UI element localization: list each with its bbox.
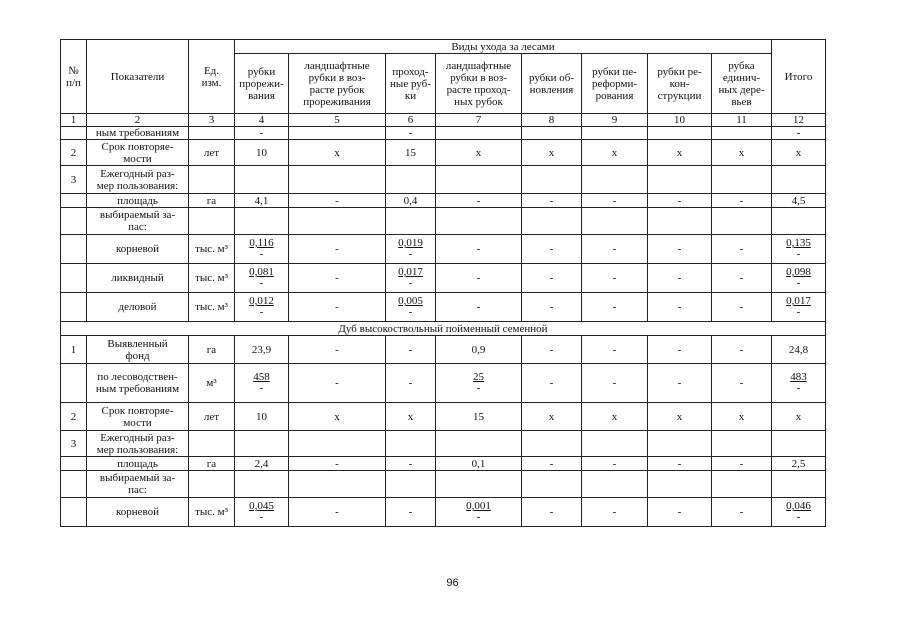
value-cell: - <box>289 194 386 208</box>
row-label: Выявленный фонд <box>87 336 189 364</box>
value-cell <box>648 208 712 235</box>
value-cell: х <box>289 403 386 431</box>
value-cell: х <box>386 403 436 431</box>
fraction-value: 0,081 - <box>249 266 274 289</box>
row-unit: тыс. м³ <box>189 293 235 322</box>
value-cell <box>436 498 522 527</box>
value-cell: х <box>712 140 772 166</box>
row-unit: лет <box>189 403 235 431</box>
table-row <box>61 166 826 194</box>
value-cell: - <box>289 498 386 527</box>
row-label: Ежегодный раз- мер пользования: <box>87 431 189 457</box>
row-unit <box>189 127 235 140</box>
fraction-value: 0,116 - <box>249 237 274 260</box>
table-row <box>61 431 826 457</box>
fraction-value: 0,005 - <box>398 295 423 318</box>
total-cell <box>772 293 826 322</box>
value-cell <box>386 264 436 293</box>
table-row <box>61 208 826 235</box>
row-label: ным требованиям <box>87 127 189 140</box>
fraction-value: 0,098 - <box>786 266 811 289</box>
value-cell <box>712 471 772 498</box>
section-row <box>61 322 826 336</box>
value-cell: - <box>582 336 648 364</box>
value-cell <box>235 293 289 322</box>
value-cell: - <box>289 364 386 403</box>
value-cell: х <box>582 403 648 431</box>
value-cell: - <box>522 364 582 403</box>
value-cell: - <box>436 235 522 264</box>
row-unit <box>189 166 235 194</box>
value-cell <box>648 431 712 457</box>
value-cell: - <box>235 127 289 140</box>
table-row <box>61 336 826 364</box>
total-cell: 24,8 <box>772 336 826 364</box>
col-header-unit: Ед. изм. <box>189 40 235 114</box>
table-row <box>61 457 826 471</box>
value-cell: - <box>712 498 772 527</box>
value-cell <box>582 208 648 235</box>
row-number <box>61 471 87 498</box>
value-cell: - <box>712 235 772 264</box>
value-cell: 0,9 <box>436 336 522 364</box>
value-cell <box>436 166 522 194</box>
value-cell: х <box>582 140 648 166</box>
value-cell: - <box>522 293 582 322</box>
value-cell: - <box>648 194 712 208</box>
table-row <box>61 127 826 140</box>
value-cell: - <box>712 364 772 403</box>
value-cell: - <box>522 336 582 364</box>
value-cell: - <box>386 498 436 527</box>
row-number <box>61 194 87 208</box>
forest-care-table <box>60 39 826 527</box>
total-cell: 4,5 <box>772 194 826 208</box>
value-cell: - <box>648 498 712 527</box>
row-number <box>61 293 87 322</box>
value-cell <box>522 471 582 498</box>
row-number: 1 <box>61 336 87 364</box>
table-row <box>61 194 826 208</box>
value-cell: - <box>386 336 436 364</box>
value-cell: - <box>648 336 712 364</box>
value-cell: - <box>582 264 648 293</box>
value-cell: - <box>648 364 712 403</box>
value-cell: х <box>648 403 712 431</box>
value-cell: 0,1 <box>436 457 522 471</box>
row-unit: га <box>189 457 235 471</box>
value-cell: х <box>522 403 582 431</box>
row-unit: тыс. м³ <box>189 264 235 293</box>
value-cell <box>582 127 648 140</box>
fraction-value: 483 - <box>790 371 807 394</box>
total-cell <box>772 431 826 457</box>
row-number <box>61 127 87 140</box>
col-header-indicators: Показатели <box>87 40 189 114</box>
column-number: 11 <box>712 114 772 127</box>
row-number <box>61 235 87 264</box>
value-cell: - <box>436 293 522 322</box>
row-label: Ежегодный раз- мер пользования: <box>87 166 189 194</box>
value-cell: 15 <box>386 140 436 166</box>
fraction-value: 0,135 - <box>786 237 811 260</box>
fraction-value: 0,017 - <box>398 266 423 289</box>
value-cell <box>289 166 386 194</box>
value-cell <box>712 208 772 235</box>
value-cell <box>235 208 289 235</box>
table-row <box>61 293 826 322</box>
value-cell: х <box>289 140 386 166</box>
total-cell <box>772 264 826 293</box>
value-cell: х <box>712 403 772 431</box>
value-cell <box>289 127 386 140</box>
table-row <box>61 264 826 293</box>
col-header-thinning: рубки прорежи- вания <box>235 54 289 114</box>
value-cell: - <box>712 194 772 208</box>
value-cell <box>235 498 289 527</box>
value-cell: - <box>582 235 648 264</box>
col-header-passage: проход- ные руб- ки <box>386 54 436 114</box>
column-number: 12 <box>772 114 826 127</box>
fraction-value: 0,001 - <box>466 500 491 523</box>
column-number: 10 <box>648 114 712 127</box>
value-cell: - <box>648 293 712 322</box>
row-label: ликвидный <box>87 264 189 293</box>
value-cell: - <box>386 457 436 471</box>
table-row <box>61 364 826 403</box>
value-cell <box>235 264 289 293</box>
total-cell: х <box>772 140 826 166</box>
col-header-reformation: рубки пе- реформи- рования <box>582 54 648 114</box>
value-cell: - <box>712 336 772 364</box>
row-label: Срок повторяе- мости <box>87 403 189 431</box>
value-cell <box>436 127 522 140</box>
total-cell: х <box>772 403 826 431</box>
value-cell: - <box>289 264 386 293</box>
value-cell <box>386 235 436 264</box>
col-group-header: Виды ухода за лесами <box>235 40 772 54</box>
col-header-renewal: рубки об- новления <box>522 54 582 114</box>
column-number: 9 <box>582 114 648 127</box>
value-cell: - <box>522 264 582 293</box>
section-title: Дуб высокоствольный пойменный семенной <box>61 322 826 336</box>
total-cell: 2,5 <box>772 457 826 471</box>
row-label: выбираемый за- пас: <box>87 208 189 235</box>
row-label: площадь <box>87 457 189 471</box>
row-label: корневой <box>87 498 189 527</box>
col-header-landscape-passage: ландшафтные рубки в воз- расте проход- ных рубок <box>436 54 522 114</box>
row-unit <box>189 431 235 457</box>
value-cell <box>289 431 386 457</box>
column-number: 4 <box>235 114 289 127</box>
row-number: 3 <box>61 166 87 194</box>
value-cell: 15 <box>436 403 522 431</box>
value-cell: - <box>522 498 582 527</box>
value-cell: - <box>436 264 522 293</box>
value-cell: 10 <box>235 403 289 431</box>
value-cell: х <box>522 140 582 166</box>
fraction-value: 458 - <box>253 371 270 394</box>
total-cell: - <box>772 127 826 140</box>
value-cell: - <box>582 194 648 208</box>
table-row <box>61 403 826 431</box>
value-cell <box>235 471 289 498</box>
value-cell <box>712 127 772 140</box>
row-number <box>61 457 87 471</box>
value-cell <box>386 293 436 322</box>
row-label: Срок повторяе- мости <box>87 140 189 166</box>
value-cell: - <box>386 127 436 140</box>
fraction-value: 25 - <box>473 371 484 394</box>
row-unit <box>189 471 235 498</box>
total-cell <box>772 498 826 527</box>
value-cell: - <box>289 457 386 471</box>
value-cell: х <box>436 140 522 166</box>
value-cell: - <box>712 457 772 471</box>
value-cell <box>582 166 648 194</box>
value-cell <box>522 127 582 140</box>
value-cell <box>648 127 712 140</box>
row-number: 3 <box>61 431 87 457</box>
value-cell <box>436 208 522 235</box>
column-number: 6 <box>386 114 436 127</box>
value-cell <box>235 235 289 264</box>
value-cell: - <box>582 293 648 322</box>
value-cell: - <box>522 194 582 208</box>
row-unit: тыс. м³ <box>189 498 235 527</box>
value-cell <box>235 166 289 194</box>
col-header-total: Итого <box>772 40 826 114</box>
column-number: 7 <box>436 114 522 127</box>
row-number: 2 <box>61 403 87 431</box>
value-cell <box>522 166 582 194</box>
table-row <box>61 498 826 527</box>
value-cell: - <box>582 364 648 403</box>
value-cell <box>712 431 772 457</box>
value-cell <box>386 208 436 235</box>
value-cell <box>582 431 648 457</box>
value-cell: - <box>648 457 712 471</box>
row-label: выбираемый за- пас: <box>87 471 189 498</box>
value-cell <box>648 166 712 194</box>
value-cell: 23,9 <box>235 336 289 364</box>
column-number: 5 <box>289 114 386 127</box>
col-header-landscape-thinning: ландшафтные рубки в воз- расте рубок прореживания <box>289 54 386 114</box>
value-cell <box>582 471 648 498</box>
row-number <box>61 364 87 403</box>
value-cell: - <box>436 194 522 208</box>
column-number: 3 <box>189 114 235 127</box>
value-cell: - <box>386 364 436 403</box>
value-cell <box>712 166 772 194</box>
value-cell: - <box>522 235 582 264</box>
value-cell <box>289 208 386 235</box>
value-cell <box>522 208 582 235</box>
page-number: 96 <box>446 577 459 589</box>
column-number: 2 <box>87 114 189 127</box>
value-cell: 0,4 <box>386 194 436 208</box>
row-number <box>61 498 87 527</box>
value-cell: - <box>289 336 386 364</box>
row-unit: лет <box>189 140 235 166</box>
value-cell: 10 <box>235 140 289 166</box>
value-cell: - <box>582 457 648 471</box>
row-unit: га <box>189 336 235 364</box>
col-header-reconstruction: рубки ре- кон- струкции <box>648 54 712 114</box>
row-label: по лесоводствен- ным требованиям <box>87 364 189 403</box>
table-row <box>61 235 826 264</box>
row-unit: м³ <box>189 364 235 403</box>
total-cell <box>772 208 826 235</box>
row-number: 2 <box>61 140 87 166</box>
row-label: площадь <box>87 194 189 208</box>
value-cell <box>522 431 582 457</box>
value-cell <box>386 166 436 194</box>
value-cell: - <box>289 235 386 264</box>
value-cell: 2,4 <box>235 457 289 471</box>
value-cell: - <box>712 293 772 322</box>
col-header-num: № п/п <box>61 40 87 114</box>
value-cell <box>235 431 289 457</box>
row-unit <box>189 208 235 235</box>
value-cell <box>386 431 436 457</box>
value-cell <box>436 364 522 403</box>
value-cell: - <box>289 293 386 322</box>
column-number: 8 <box>522 114 582 127</box>
value-cell <box>386 471 436 498</box>
fraction-value: 0,045 - <box>249 500 274 523</box>
fraction-value: 0,017 - <box>786 295 811 318</box>
table-row <box>61 140 826 166</box>
value-cell: - <box>712 264 772 293</box>
total-cell <box>772 166 826 194</box>
value-cell: х <box>648 140 712 166</box>
row-label: корневой <box>87 235 189 264</box>
total-cell <box>772 235 826 264</box>
fraction-value: 0,046 - <box>786 500 811 523</box>
row-unit: га <box>189 194 235 208</box>
value-cell <box>289 471 386 498</box>
column-number: 1 <box>61 114 87 127</box>
total-cell <box>772 364 826 403</box>
value-cell: - <box>648 235 712 264</box>
fraction-value: 0,019 - <box>398 237 423 260</box>
row-number <box>61 264 87 293</box>
value-cell <box>648 471 712 498</box>
table-row <box>61 471 826 498</box>
value-cell: - <box>648 264 712 293</box>
row-unit: тыс. м³ <box>189 235 235 264</box>
fraction-value: 0,012 - <box>249 295 274 318</box>
value-cell: - <box>522 457 582 471</box>
value-cell: 4,1 <box>235 194 289 208</box>
col-header-single-trees: рубка единич- ных дере- вьев <box>712 54 772 114</box>
total-cell <box>772 471 826 498</box>
value-cell <box>235 364 289 403</box>
value-cell <box>436 471 522 498</box>
value-cell: - <box>582 498 648 527</box>
value-cell <box>436 431 522 457</box>
row-label: деловой <box>87 293 189 322</box>
row-number <box>61 208 87 235</box>
